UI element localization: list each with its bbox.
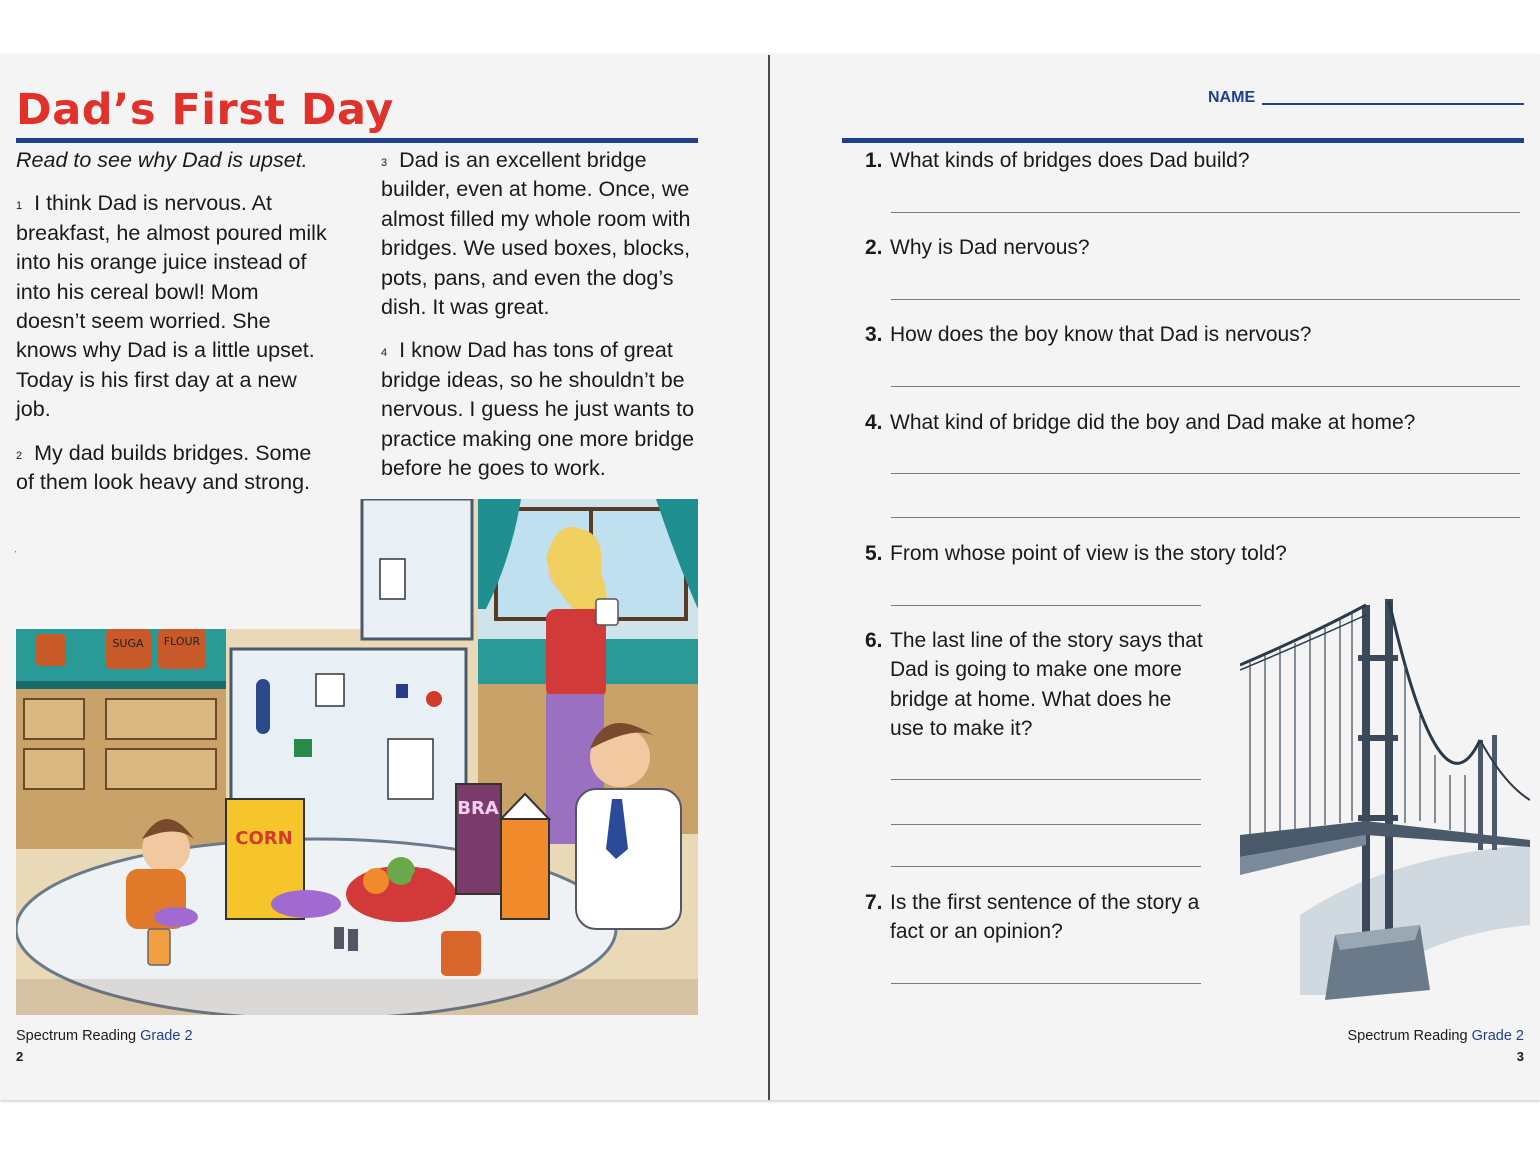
story-paragraph-1 (16, 189, 331, 424)
question-number: 4. (865, 411, 883, 434)
paragraph-number: 3 (381, 157, 388, 169)
answer-line-4a[interactable] (891, 473, 1520, 474)
series-name: Spectrum Reading (16, 1028, 137, 1044)
cereal-box-label: CORN (235, 828, 293, 849)
question-text: What kinds of bridges does Dad build? (890, 149, 1250, 172)
paragraph-number: 4 (381, 347, 388, 360)
question-2 (865, 233, 1090, 262)
answer-line-2[interactable] (891, 299, 1520, 300)
cereal-box-label-2: BRA (457, 798, 499, 819)
question-number: 3. (865, 323, 883, 346)
name-label: NAME (1208, 89, 1256, 106)
answer-line-4b[interactable] (891, 517, 1520, 518)
question-5 (865, 539, 1287, 568)
grade-label: Grade 2 (1471, 1028, 1524, 1044)
suspension-bridge-illustration (1240, 595, 1530, 1005)
paragraph-number: 1 (16, 200, 23, 213)
paragraph-text: I know Dad has tons of great bridge ideas, so he shouldn’t be nervous. I guess he just wants to practice making one more bridge before he goes to work. (381, 338, 695, 481)
page-number: 3 (1516, 1049, 1524, 1064)
paragraph-number: 2 (16, 449, 23, 462)
question-number: 1. (865, 149, 883, 172)
answer-line-5[interactable] (891, 605, 1201, 606)
story-title: Dad’s First Day (16, 85, 394, 135)
question-number: 2. (865, 236, 883, 259)
grade-label: Grade 2 (140, 1028, 193, 1044)
footer-series (1347, 1028, 1524, 1044)
series-name: Spectrum Reading (1347, 1028, 1468, 1044)
canister-label-sugar: SUGA (112, 637, 144, 650)
story-paragraph-3 (381, 146, 701, 322)
reading-purpose: Read to see why Dad is upset. (16, 148, 308, 172)
question-text: The last line of the story says that Dad is going to make one more bridge at home. What does he use to make it? (890, 629, 1203, 741)
story-paragraph-4 (381, 336, 701, 483)
paragraph-text: Dad is an excellent bridge builder, even at home. Once, we almost filled my whole room with bridges. We used boxes, blocks, pots, pans, and even the dog’s dish. It was great. (381, 148, 691, 320)
answer-line-1[interactable] (891, 212, 1520, 213)
workbook-spread (0, 55, 1540, 1100)
question-3 (865, 320, 1311, 349)
question-6 (865, 626, 1208, 744)
answer-line-7[interactable] (891, 983, 1201, 984)
question-text: Why is Dad nervous? (890, 236, 1090, 259)
story-column-2 (381, 146, 701, 497)
question-4 (865, 408, 1415, 437)
paragraph-text: My dad builds bridges. Some of them look heavy and strong. (16, 440, 312, 495)
page-gutter (768, 55, 770, 1100)
question-1 (865, 146, 1250, 175)
answer-line-3[interactable] (891, 386, 1520, 387)
questions-rule (842, 138, 1524, 143)
paragraph-text: I think Dad is nervous. At breakfast, he almost poured milk into his orange juice instead of into his cereal bowl! Mom doesn’t seem worried. She knows why Dad is a little upset. Today is his first day at a new job. (16, 191, 327, 422)
question-7 (865, 888, 1208, 947)
question-number: 6. (865, 629, 883, 652)
answer-line-6c[interactable] (891, 866, 1201, 867)
question-text: How does the boy know that Dad is nervous? (890, 323, 1312, 346)
title-rule (16, 138, 698, 143)
answer-line-6a[interactable] (891, 779, 1201, 780)
question-number: 7. (865, 891, 883, 914)
footer-series (16, 1028, 193, 1044)
question-text: Is the first sentence of the story a fact or an opinion? (890, 891, 1200, 944)
question-number: 5. (865, 542, 883, 565)
answer-line-6b[interactable] (891, 824, 1201, 825)
page-number: 2 (16, 1049, 24, 1064)
question-text: What kind of bridge did the boy and Dad make at home? (890, 411, 1416, 434)
canister-label-flour: FLOUR (163, 635, 201, 648)
name-field-line[interactable] (1262, 103, 1524, 105)
kitchen-breakfast-illustration (16, 499, 698, 1015)
question-text: From whose point of view is the story told? (890, 542, 1287, 565)
